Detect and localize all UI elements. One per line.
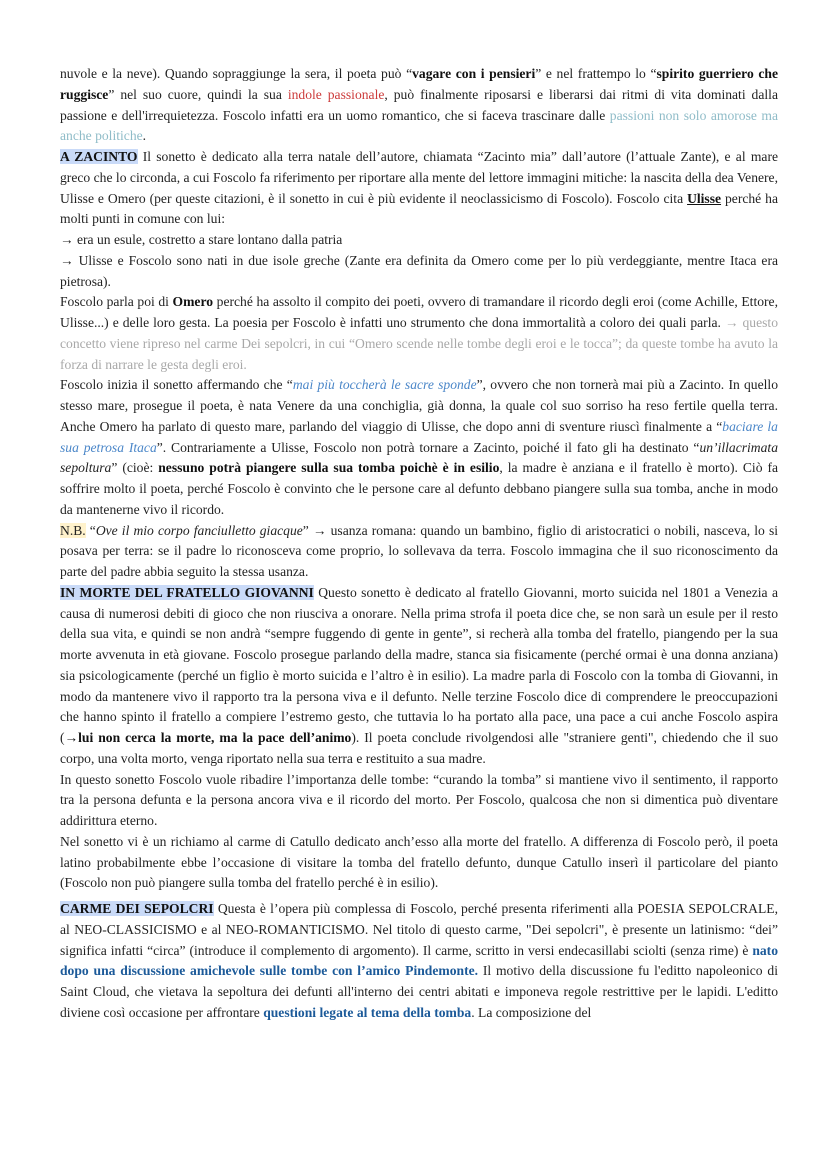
text-run: , può finalmente riposarsi e liberarsi dai ritmi di vita dominati dalla passione e dell'irrequietezza. Foscolo infatti era un uomo romantico, che si faceva trascinare dalle xyxy=(60,86,778,123)
paragraph xyxy=(60,899,778,1024)
text-run: Questa è l’opera più complessa di Foscolo, perché presenta riferimenti alla POESIA SEPOLCRALE, al NEO-CLASSICISMO e al NEO-ROMANTICISMO. Nel titolo di questo carme, "Dei sepolcri", è presente un latinismo: “dei” significa infatti “circa” (introduce il complemento di argomento). Il carme, scritto in versi endecasillabi sciolti (senza rime) è xyxy=(60,901,778,958)
section-heading: IN MORTE DEL FRATELLO GIOVANNI xyxy=(60,584,314,600)
text-run: Il sonetto è dedicato alla terra natale dell’autore, chiamata “Zacinto mia” dall’autore (l’attuale Zante), e al mare greco che lo circonda, a cui Foscolo fa riferimento per riportare alla mente del lettore immagini mitiche: la nascita della dea Venere, Ulisse e Omero (per queste citazioni, è il sonetto in cui è più evidente il neoclassicismo di Foscolo). Foscolo cita xyxy=(60,149,778,206)
text-run: ”, ovvero che non tornerà mai più a Zacinto. In quello stesso mare, prosegue il poeta, è nata Venere da una conchiglia, già donna, la quale col suo sorriso ha reso fertile quella terra. Anche Omero ha parlato di questo mare, parlando del viaggio di Ulisse, che dopo anni di sventure riuscì finalmente a “ xyxy=(60,377,778,434)
emphasized-text: questioni legate al tema della tomba xyxy=(263,1004,472,1020)
paragraph xyxy=(60,583,778,770)
paragraph xyxy=(60,147,778,230)
emphasized-text: mai più toccherà le sacre sponde xyxy=(292,377,477,393)
emphasized-text: un’illacrimata sepoltura xyxy=(60,439,778,476)
text-run: ” e nel frattempo lo “ xyxy=(535,66,657,81)
emphasized-text: Ulisse xyxy=(687,190,722,206)
text-run: In questo sonetto Foscolo vuole ribadire l’importanza delle tombe: “curando la tomba” si mantiene vivo il sentimento, il rapporto tra la persona defunta e la persona ancora viva e il ricordo del morto. Per Foscolo, qualcosa che non si dimentica può diventare addirittura eterno. xyxy=(60,771,778,828)
document-page xyxy=(60,64,778,1024)
emphasized-text: baciare la sua petrosa Itaca xyxy=(60,418,778,455)
emphasized-text: Ove il mio corpo fanciulletto giacque xyxy=(95,522,303,538)
section-heading: CARME DEI SEPOLCRI xyxy=(60,901,214,916)
text-run: Il motivo della discussione fu l'editto napoleonico di Saint Cloud, che vietava la sepoltura dei defunti all'interno dei centri abitati e imponeva regole restrittive per le lapidi. L'editto diviene così occasione per affrontare xyxy=(60,963,778,1020)
text-run: Questo sonetto è dedicato al fratello Giovanni, morto suicida nel 1801 a Venezia a causa di numerosi debiti di gioco che non riusciva a onorare. Nella prima strofa il poeta dice che, se non sarà un esule per il resto della sua vita, e quindi se non andrà “sempre fuggendo di gente in gente”, si recherà alla tomba del fratello, piangendo per la sua morte avvenuta in età giovane. Foscolo prosegue parlando della madre, stanca sia fisicamente (perché ormai è una donna anziana) sia psicologicamente (perché un figlio è morto suicida e l’altro è in esilio). La madre parla di Foscolo con la tomba di Giovanni, in modo da mantenere vivo il rapporto tra la persona viva e il defunto. Nelle terzine Foscolo dice di comprendere le preoccupazioni che hanno spinto il fratello a compiere l’estremo gesto, che tuttavia lo ha portato alla pace, una pace a cui anche Foscolo aspira ( xyxy=(60,584,779,745)
text-run: ). Il poeta conclude rivolgendosi alle "straniere genti", chiedendo che il suo corpo, una volta morto, venga riportato nella sua terra e restituito a sua madre. xyxy=(60,730,778,766)
emphasized-text: spirito guerriero che ruggisce xyxy=(60,66,778,102)
emphasized-text: indole passionale xyxy=(287,86,385,102)
emphasized-text: →lui non cerca la morte, ma la pace dell’animo xyxy=(64,730,352,745)
text-run: , la madre è anziana e il fratello è morto). Ciò fa soffrire molto il poeta, perché Foscolo è convinto che le persone care al defunto debbano piangere sulla sua tomba, anche in modo da mantenerne vivo il ricordo. xyxy=(60,460,779,517)
paragraph xyxy=(60,292,778,375)
emphasized-text: Omero xyxy=(172,294,214,310)
emphasized-text: vagare con i pensieri xyxy=(412,66,536,81)
paragraph xyxy=(60,521,778,583)
paragraph xyxy=(60,64,778,147)
text-run: Foscolo parla poi di xyxy=(60,294,173,310)
text-run: perché ha assolto il compito dei poeti, ovvero di tramandare il ricordo degli eroi (come Achille, Ettore, Ulisse...) e delle loro gesta. La poesia per Foscolo è infatti uno strumento che dona immortalità a coloro dei quali parla. xyxy=(60,294,778,330)
text-run: Nel sonetto vi è un richiamo al carme di Catullo dedicato anch’esso alla morte del fratello. A differenza di Foscolo però, il poeta latino probabilmente ebbe l’occasione di visitare la tomba del fratello defunto, dunque Catullo inserì il particolare del pianto (Foscolo non può piangere sulla tomba del fratello perché è in esilio). xyxy=(60,833,778,891)
emphasized-text: → questo concetto viene ripreso nel carme Dei sepolcri, in cui “Omero scende nelle tombe degli eroi e le tocca”; da queste tombe ha avuto la forza di narrare le gesta degli eroi. xyxy=(60,315,779,372)
text-run: Foscolo inizia il sonetto affermando che “ xyxy=(60,377,293,393)
text-run: ” (cioè: xyxy=(111,460,159,476)
text-run: . xyxy=(142,128,147,144)
paragraph xyxy=(60,230,778,251)
text-run: ”. Contrariamente a Ulisse, Foscolo non potrà tornare a Zacinto, poiché il fato gli ha destinato “ xyxy=(156,439,700,455)
section-heading: A ZACINTO xyxy=(60,149,138,164)
text-run: ” → usanza romana: quando un bambino, figlio di aristocratici o nobili, nasceva, lo si posava per terra: se il padre lo riconosceva come proprio, lo sollevava da terra. Foscolo immagina che il suo riconoscimento da parte del padre abbia seguito la stessa usanza. xyxy=(60,522,779,579)
emphasized-text: passioni non solo amorose ma anche politiche xyxy=(60,107,778,144)
paragraph xyxy=(60,251,778,293)
text-run: perché ha molti punti in comune con lui: xyxy=(60,190,778,227)
text-run: nuvole e la neve). Quando sopraggiunge la sera, il poeta può “ xyxy=(60,66,413,81)
note-label: N.B. xyxy=(60,522,86,538)
text-run: “ xyxy=(85,522,96,538)
text-run: → era un esule, costretto a stare lontano dalla patria xyxy=(60,232,343,247)
paragraph xyxy=(60,770,778,832)
text-run: . La composizione del xyxy=(471,1004,592,1020)
text-run: → Ulisse e Foscolo sono nati in due isole greche (Zante era definita da Omero come per lo più verdeggiante, mentre Itaca era pietrosa). xyxy=(60,252,778,289)
emphasized-text: nessuno potrà piangere sulla sua tomba poichè è in esilio xyxy=(158,460,500,476)
emphasized-text: nato dopo una discussione amichevole sulle tombe con l’amico Pindemonte. xyxy=(60,942,778,979)
paragraph xyxy=(60,375,778,520)
paragraph xyxy=(60,832,778,894)
text-run: ” nel suo cuore, quindi la sua xyxy=(108,86,288,102)
